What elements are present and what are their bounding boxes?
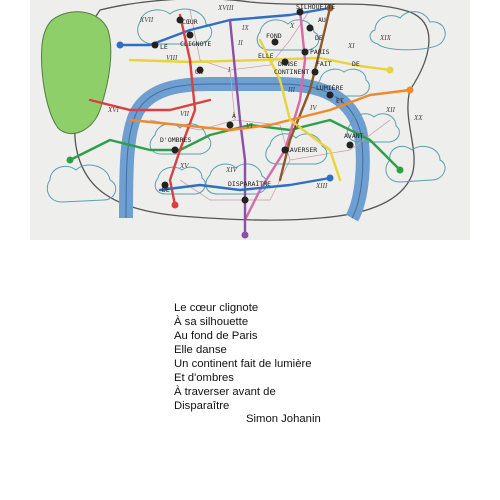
station-label: CŒUR xyxy=(182,18,198,26)
arrondissement-number: X xyxy=(290,22,295,30)
poem-line: Et d'ombres xyxy=(174,372,234,384)
arrondissement-number: XV xyxy=(180,162,189,170)
poem-line: À traverser avant de xyxy=(174,386,276,398)
arrondissement-number: XX xyxy=(414,114,423,122)
poem-line: Au fond de Paris xyxy=(174,330,258,342)
arrondissement-number: VIII xyxy=(166,54,178,62)
arrondissement-number: IV xyxy=(310,104,317,112)
station-label: SILHOUETTE xyxy=(296,3,336,11)
arrondissement-number: XIV xyxy=(226,166,237,174)
arrondissement-number: V xyxy=(294,124,299,132)
station-label: LUMIÈRE xyxy=(316,84,344,92)
arrondissement-number: XIII xyxy=(316,182,328,190)
arrondissement-number: XII xyxy=(386,106,395,114)
station-label: FOND xyxy=(266,32,282,40)
poem-line: Le cœur clignote xyxy=(174,302,259,314)
station-label: À xyxy=(232,112,236,120)
poem-author: Simon Johanin xyxy=(246,413,321,425)
arrondissement-number: XI xyxy=(348,42,355,50)
arrondissement-number: XVII xyxy=(140,16,154,24)
arrondissement-number: XIX xyxy=(380,34,391,42)
station-label: PARIS xyxy=(310,48,330,56)
station-label: DISPARAÎTRE xyxy=(228,180,272,188)
arrondissement-number: VII xyxy=(180,110,189,118)
station-label: D'OMBRES xyxy=(160,136,192,144)
arrondissement-number: II xyxy=(238,39,243,47)
station-label: ELLE xyxy=(258,52,274,60)
station-label: DE xyxy=(162,186,170,194)
arrondissement-number: VI xyxy=(246,122,253,130)
station-label: FAIT xyxy=(316,60,332,68)
station-label: LE xyxy=(160,43,168,51)
arrondissement-number: IX xyxy=(242,24,249,32)
station-label: CONTINENT xyxy=(274,68,310,76)
poem-line: Un continent fait de lumière xyxy=(174,358,312,370)
poem-line: Elle danse xyxy=(174,344,227,356)
station-label: AU xyxy=(318,16,326,24)
station-label: AVANT xyxy=(344,132,364,140)
metro-map-svg xyxy=(30,0,470,240)
station-label: DE xyxy=(315,34,323,42)
station-label: ET xyxy=(336,97,344,105)
station-label: TRAVERSER xyxy=(282,146,318,154)
arrondissement-number: XVIII xyxy=(218,4,234,12)
arrondissement-number: I xyxy=(228,66,231,74)
station-label: DE xyxy=(352,60,360,68)
poem-text xyxy=(174,301,434,413)
station-label: DANSE xyxy=(278,60,298,68)
poem-line: À sa silhouette xyxy=(174,316,249,328)
arrondissement-number: XVI xyxy=(108,106,119,114)
poem-line: Disparaître xyxy=(174,400,230,412)
metro-map-drawing xyxy=(30,0,470,240)
station-label: UN xyxy=(195,68,203,76)
arrondissement-number: III xyxy=(288,86,295,94)
station-label: CLIGNOTE xyxy=(180,40,212,48)
